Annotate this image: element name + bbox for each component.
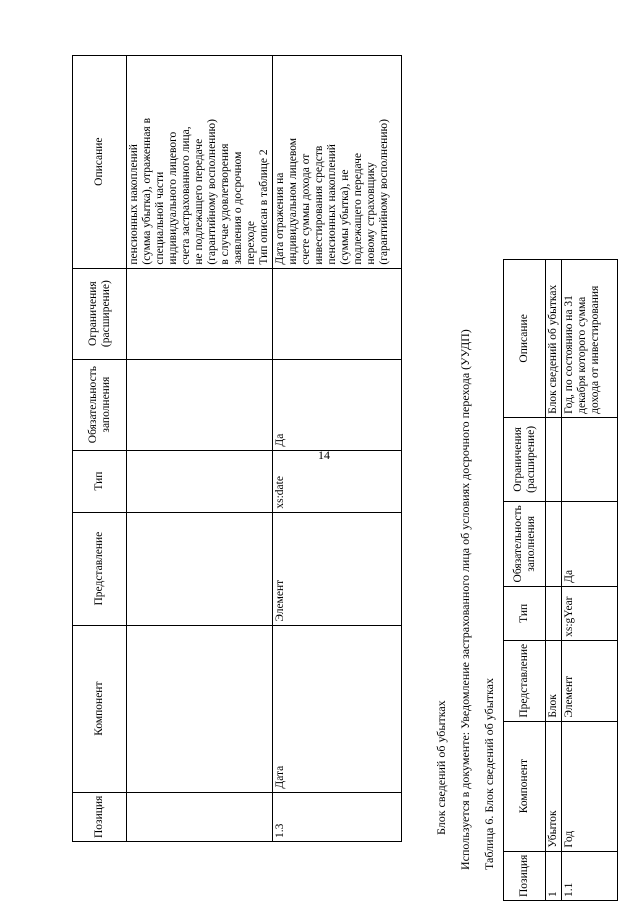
- cell-position: 1.3: [273, 792, 402, 841]
- table-header-row: [504, 259, 546, 900]
- cell-component: Год: [562, 721, 618, 851]
- cell-representation: [127, 512, 273, 625]
- header-component: Компонент: [504, 721, 546, 851]
- cell-description: Год, по состоянию на 31 декабря которого сумма дохода от инвестирования: [562, 259, 618, 417]
- cell-description: Блок сведений об убытках: [546, 259, 562, 417]
- header-type: Тип: [73, 450, 127, 512]
- cell-representation: Элемент: [273, 512, 402, 625]
- table-caption: Таблица 6. Блок сведений об убытках: [482, 678, 496, 870]
- header-position: Позиция: [504, 851, 546, 900]
- header-representation: Представление: [504, 640, 546, 721]
- cell-position: 1: [546, 851, 562, 900]
- cell-component: [127, 625, 273, 792]
- header-type: Тип: [504, 586, 546, 640]
- table-row: [273, 55, 402, 841]
- cell-component: Убыток: [546, 721, 562, 851]
- table-row: [546, 259, 562, 900]
- cell-restrictions: [562, 417, 618, 501]
- cell-required: [546, 501, 562, 586]
- cell-representation: Элемент: [562, 640, 618, 721]
- losses-block-table: [503, 259, 618, 901]
- header-description: Описание: [73, 55, 127, 268]
- header-required: Обязательность заполнения: [504, 501, 546, 586]
- table-row: [127, 55, 273, 841]
- cell-position: 1.1: [562, 851, 618, 900]
- used-in-text: Используется в документе: Уведомление застрахованного лица об условиях досрочного перехода (УУДП): [458, 329, 472, 870]
- cell-restrictions: [127, 268, 273, 359]
- cell-description: Дата отражения на индивидуальном лицевом счете суммы дохода от инвестирования средств пенсионных накоплений (суммы убытка), не подлежащего передаче новому страховщику (гарантийному восполнению): [273, 55, 402, 268]
- table-row: [562, 259, 618, 900]
- cell-description: пенсионных накоплений (сумма убытка), отраженная в специальной части индивидуального лицевого счета застрахованного лица, не подлежащего передаче (гарантийному восполнению) в случае удовлетворения заявления о досрочном переходе Тип описан в таблице 2: [127, 55, 273, 268]
- cell-required: Да: [273, 359, 402, 450]
- cell-restrictions: [273, 268, 402, 359]
- page-number: 14: [318, 448, 330, 462]
- cell-required: [127, 359, 273, 450]
- cell-restrictions: [546, 417, 562, 501]
- header-required: Обязательность заполнения: [73, 359, 127, 450]
- header-representation: Представление: [73, 512, 127, 625]
- cell-representation: Блок: [546, 640, 562, 721]
- cell-type: xs:gYear: [562, 586, 618, 640]
- header-component: Компонент: [73, 625, 127, 792]
- cell-position: [127, 792, 273, 841]
- header-restrictions: Ограничения (расширение): [73, 268, 127, 359]
- header-description: Описание: [504, 259, 546, 417]
- section-title: Блок сведений об убытках: [434, 700, 448, 835]
- header-restrictions: Ограничения (расширение): [504, 417, 546, 501]
- description-table-continued: [72, 55, 402, 842]
- table-header-row: [73, 55, 127, 841]
- cell-type: [546, 586, 562, 640]
- cell-component: Дата: [273, 625, 402, 792]
- cell-required: Да: [562, 501, 618, 586]
- cell-type: xs:date: [273, 450, 402, 512]
- header-position: Позиция: [73, 792, 127, 841]
- cell-type: [127, 450, 273, 512]
